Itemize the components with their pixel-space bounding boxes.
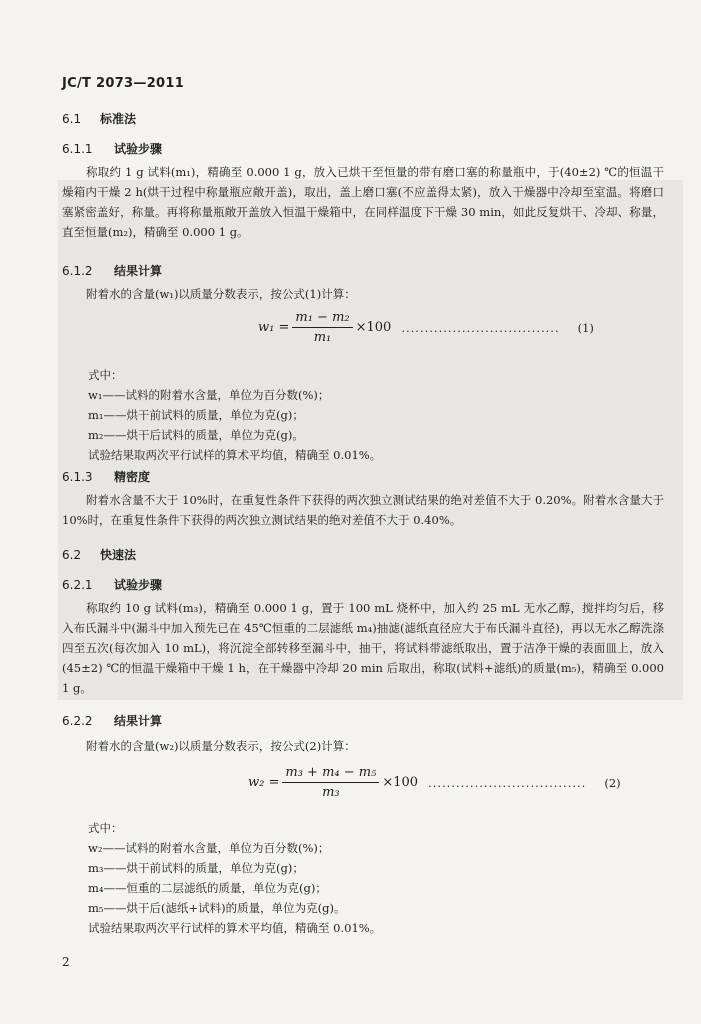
formula-1-intro: 附着水的含量(w₁)以质量分数表示，按公式(1)计算： xyxy=(86,287,356,301)
formula-fraction xyxy=(282,765,379,800)
leader-dots: .................................. xyxy=(428,775,587,790)
leader-dots: .................................. xyxy=(401,320,560,335)
procedure-paragraph-6-1-1: 称取约 1 g 试料(m₁)，精确至 0.000 1 g，放入已烘干至恒量的带有磨口塞的称量瓶中，于(40±2) ℃的恒温干燥箱内干燥 2 h(烘干过程中称量瓶应敞开盖)，取出，盖上磨口塞(不应盖得太紧)，放入干燥器中冷却至室温。将磨口塞紧密盖好，称量。再将称量瓶敞开盖放入恒温干燥箱中，在同样温度下干燥 30 min，如此反复烘干、冷却、称量，直至恒量(m₂)，精确至 0.000 1 g。 xyxy=(62,165,664,239)
section-6-2-2-heading xyxy=(62,712,162,729)
formula-2 xyxy=(248,765,621,800)
where-line: m₃——烘干前试料的质量，单位为克(g)； xyxy=(88,861,304,875)
section-6-1-2-heading xyxy=(62,262,162,279)
formula-fraction xyxy=(292,310,352,345)
section-number: 6.1.2 xyxy=(62,264,93,278)
section-6-1-1-heading xyxy=(62,140,162,157)
section-6-2-heading xyxy=(62,546,136,563)
section-title: 精密度 xyxy=(114,470,151,484)
page-number: 2 xyxy=(62,955,70,969)
standard-code-header: JC/T 2073—2011 xyxy=(62,76,185,91)
section-title: 结果计算 xyxy=(114,714,163,728)
formula-2-intro: 附着水的含量(w₂)以质量分数表示，按公式(2)计算： xyxy=(86,739,356,753)
section-6-1-3-heading xyxy=(62,468,150,485)
formula-denominator: m₁ xyxy=(313,330,332,345)
section-6-1-heading xyxy=(62,110,136,127)
where-block-2 xyxy=(88,818,381,938)
formula-numerator: m₁ − m₂ xyxy=(295,310,350,325)
section-number: 6.2 xyxy=(62,548,82,562)
where-line: 试验结果取两次平行试样的算术平均值，精确至 0.01%。 xyxy=(88,921,382,935)
where-line: w₁——试料的附着水含量，单位为百分数(%)； xyxy=(88,388,330,402)
where-block-1 xyxy=(88,365,381,465)
formula-denominator: m₃ xyxy=(322,785,340,800)
where-line: w₂——试料的附着水含量，单位为百分数(%)； xyxy=(88,841,330,855)
fraction-bar xyxy=(292,327,352,328)
formula-1 xyxy=(258,310,594,345)
where-line: m₂——烘干后试料的质量，单位为克(g)。 xyxy=(88,428,304,442)
section-number: 6.2.2 xyxy=(62,714,93,728)
section-title: 试验步骤 xyxy=(114,142,163,156)
section-title: 快速法 xyxy=(100,548,137,562)
section-title: 结果计算 xyxy=(114,264,163,278)
where-line: m₄——恒重的二层滤纸的质量，单位为克(g)； xyxy=(88,881,327,895)
where-line: m₅——烘干后(滤纸+试料)的质量，单位为克(g)。 xyxy=(88,901,346,915)
section-title: 试验步骤 xyxy=(114,578,163,592)
equation-number: (1) xyxy=(577,320,594,335)
section-title: 标准法 xyxy=(100,112,137,126)
section-number: 6.1.1 xyxy=(62,142,93,156)
equation-number: (2) xyxy=(604,775,621,790)
fraction-bar xyxy=(282,782,379,783)
section-6-2-1-heading xyxy=(62,576,162,593)
where-line: 试验结果取两次平行试样的算术平均值，精确至 0.01%。 xyxy=(88,448,382,462)
section-number: 6.1 xyxy=(62,112,82,126)
formula-lhs: w₂ = xyxy=(248,775,280,790)
formula-rhs: ×100 xyxy=(382,775,419,790)
where-line: m₁——烘干前试料的质量，单位为克(g)； xyxy=(88,408,304,422)
where-title: 式中： xyxy=(88,821,123,835)
section-number: 6.1.3 xyxy=(62,470,93,484)
section-number: 6.2.1 xyxy=(62,578,93,592)
where-title: 式中： xyxy=(88,368,123,382)
procedure-paragraph-6-2-1: 称取约 10 g 试料(m₃)，精确至 0.000 1 g，置于 100 mL 烧杯中，加入约 25 mL 无水乙醇，搅拌均匀后，移入布氏漏斗中(漏斗中加入预先已在 45℃恒重的二层滤纸 m₄)抽滤(滤纸直径应大于布氏漏斗直径)，再以无水乙醇洗涤四至五次(每次加入 10 mL)，将沉淀全部转移至漏斗中，抽干，将试料带滤纸取出，置于洁净干燥的表面皿上，放入(45±2) ℃的恒温干燥箱中干燥 1 h，在干燥器中冷却 20 min 后取出，称取(试料+滤纸)的质量(m₅)，精确至 0.000 1 g。 xyxy=(62,601,664,695)
formula-rhs: ×100 xyxy=(355,320,392,335)
formula-numerator: m₃ + m₄ − m₅ xyxy=(285,765,377,780)
formula-lhs: w₁ = xyxy=(258,320,290,335)
precision-paragraph: 附着水含量不大于 10%时，在重复性条件下获得的两次独立测试结果的绝对差值不大于 0.20%。附着水含量大于 10%时，在重复性条件下获得的两次独立测试结果的绝对差值不大于 0.40%。 xyxy=(62,493,664,527)
